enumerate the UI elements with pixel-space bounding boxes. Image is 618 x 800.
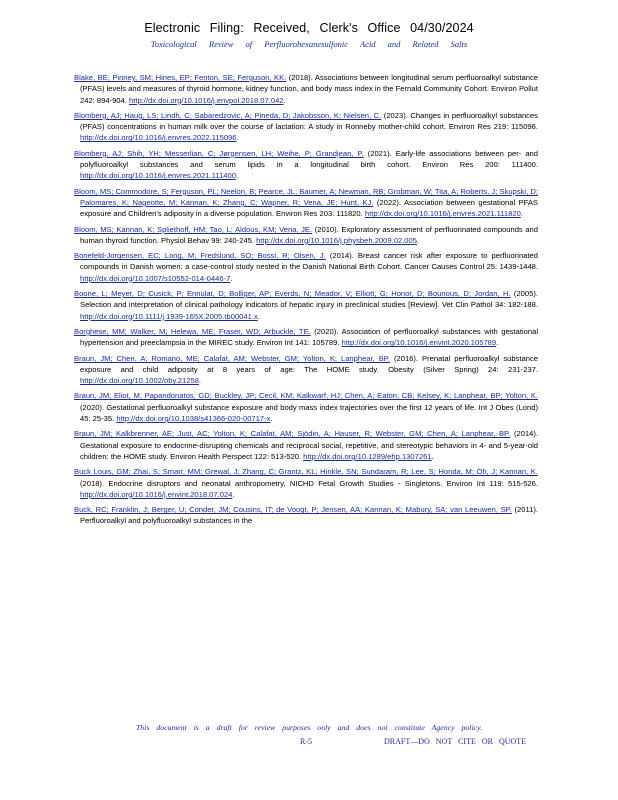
reference-doi-link[interactable]: http://dx.doi.org/10.1007/s10552-014-0446-7 [80,273,231,283]
draft-disclaimer: This document is a draft for review purposes only and does not constitute Agency policy. [135,723,483,732]
reference-authors-link[interactable]: Buck, RC; Franklin, J; Berger, U; Conder, JM; Cousins, IT; de Voogt, P; Jensen, AA; Kannan, K; Mabury, SA; van Leeuwen, SP. [74,505,512,515]
reference-authors-link[interactable]: Boone, L; Meyer, D; Cusick, P; Ennulat, D; Bolliger, AP; Everds, N; Meador, V; Elliott, G; Honor, D; Bounous, D; Jordan, H. [74,289,511,299]
reference-entry: Braun, JM; Chen, A; Romano, ME; Calafat, AM; Webster, GM; Yolton, K; Lanphear, BP. (2016). Prenatal perfluoroalkyl substance exposure and child adiposity at 8 years of age: The HOME study. Obesity (Silver Spring) 24: 231-237. http://dx.doi.org/10.1002/oby.21258. [74,353,538,386]
reference-citation: (2023). Changes in perfluoroalkyl substances (PFAS) concentrations in human milk over the course of lactation: A study in Ronneby mother-child cohort. Environ Res 219: 115096. [80,110,538,132]
reference-authors-link[interactable]: Blake, BE; Pinney, SM; Hines, EP; Fenton, SE; Ferguson, KK. [74,73,287,82]
reference-citation: (2018). Endocrine disruptors and neonatal anthropometry, NICHD Fetal Growth Studies - Singletons. Environ Int 119: 515-526. [80,478,538,488]
reference-authors-link[interactable]: Bloom, MS; Commodore, S; Ferguson, PL; Neelon, B; Pearce, JL; Baumer, A; Newman, RB; Grobman, W; Tita, A; Roberts, J; Skupski, D; Palomares, K; Nageotte, M; Kannan, K; Zhang, C; Wapner, R; Vena, JE; Hunt, KJ. [74,186,538,207]
reference-citation: (2005). Selection and interpretation of clinical pathology indicators of hepatic injury in preclinical studies [Review]. Vet Clin Pathol 34: 182-188. [80,289,538,310]
reference-entry: Bonefeld-Jorgensen, EC; Long, M; Fredslund, SO; Bossi, R; Olsen, J. (2014). Breast cancer risk after exposure to perfluorinated compounds in Danish women: a case-control study nested in the Danish National Birth Cohort. Cancer Causes Control 25: 1439-1448. http://dx.doi.org/10.1007/s10552-014-0446-7. [74,251,538,283]
filing-stamp: Electronic Filing: Received, Clerk's Office 04/30/2024 [144,21,474,35]
reference-entry: Blake, BE; Pinney, SM; Hines, EP; Fenton, SE; Ferguson, KK. (2018). Associations between longitudinal serum perfluoroalkyl substance (PFAS) levels and measures of thyroid hormone, kidney function, and body mass index in the Fernald Community Cohort. Environ Pollut 242: 894-904. http://dx.doi.org/10.1016/j.envpol.2018.07.042. [74,73,538,105]
reference-doi-link[interactable]: http://dx.doi.org/10.1016/j.envres.2021.111400 [80,171,236,181]
reference-entry: Boone, L; Meyer, D; Cusick, P; Ennulat, D; Bolliger, AP; Everds, N; Meador, V; Elliott, G; Honor, D; Bounous, D; Jordan, H. (2005). Selection and interpretation of clinical pathology indicators of hepatic injury in preclinical studies [Review]. Vet Clin Pathol 34: 182-188. http://dx.doi.org/10.1111/j.1939-165X.2005.tb00041.x. [74,289,538,321]
reference-entry: Buck Louis, GM; Zhai, S; Smarr, MM; Grewal, J; Zhang, C; Grantz, KL; Hinkle, SN; Sundaram, R; Lee, S; Honda, M; Oh, J; Kannan, K. (2018). Endocrine disruptors and neonatal anthropometry, NICHD Fetal Growth Studies - Singletons. Environ Int 119: 515-526. http://dx.doi.org/10.1016/j.envint.2018.07.024. [74,467,538,499]
reference-entry: Bloom, MS; Commodore, S; Ferguson, PL; Neelon, B; Pearce, JL; Baumer, A; Newman, RB; Grobman, W; Tita, A; Roberts, J; Skupski, D; Palomares, K; Nageotte, M; Kannan, K; Zhang, C; Wapner, R; Vena, JE; Hunt, KJ. (2022). Association between gestational PFAS exposure and Children's adiposity in a diverse population. Environ Res 203: 111820. http://dx.doi.org/10.1016/j.envres.2021.111820. [74,186,538,219]
reference-doi-link[interactable]: http://dx.doi.org/10.1016/j.physbeh.2009.02.005 [256,235,417,245]
draft-notice: DRAFT—DO NOT CITE OR QUOTE [384,737,527,746]
reference-entry [74,504,538,527]
reference-citation: (2020). Gestational perfluoroalkyl substance exposure and body mass index trajectories over the first 12 years of life. Int J Obes (Lond) 45: 25-35. [80,402,538,424]
reference-authors-link[interactable]: Bloom, MS; Kannan, K; Spliethoff, HM; Tao, L; Aldous, KM; Vena, JE. [74,224,313,234]
page-number: R-5 [300,737,312,746]
reference-entry: Braun, JM; Eliot, M; Papandonatos, GD; Buckley, JP; Cecil, KM; Kalkwarf, HJ; Chen, A; Eaton, CB; Kelsey, K; Lanphear, BP; Yolton, K. (2020). Gestational perfluoroalkyl substance exposure and body mass index trajectories over the first 12 years of life. Int J Obes (Lond) 45: 25-35. http://dx.doi.org/10.1038/s41366-020-00717-x. [74,391,538,424]
reference-authors-link[interactable]: Buck Louis, GM; Zhai, S; Smarr, MM; Grewal, J; Zhang, C; Grantz, KL; Hinkle, SN; Sundaram, R; Lee, S; Honda, M; Oh, J; Kannan, K. [74,467,538,477]
reference-doi-link[interactable]: http://dx.doi.org/10.1002/oby.21258 [80,376,199,386]
document-title: Toxicological Review of Perfluorohexanesulfonic Acid and Related Salts [150,39,468,49]
reference-citation: (2020). Association of perfluoroalkyl substances with gestational hypertension and preeclampsia in the MIREC study. Environ Int 141: 105789. [80,326,539,348]
reference-entry: Blomberg, AJ; Haug, LS; Lindh, C; Sabaredzovic, A; Pineda, D; Jakobsson, K; Nielsen, C. (2023). Changes in perfluoroalkyl substances (PFAS) concentrations in human milk over the course of lactation: A study in Ronneby mother-child cohort. Environ Res 219: 115096. http://dx.doi.org/10.1016/j.envres.2022.115096. [74,110,538,143]
reference-authors-link[interactable]: Blomberg, AJ; Haug, LS; Lindh, C; Sabaredzovic, A; Pineda, D; Jakobsson, K; Nielsen, C. [74,110,382,120]
reference-doi-link[interactable]: http://dx.doi.org/10.1289/ehp.1307261 [303,451,432,461]
reference-citation: (2011). Perfluoroalkyl and polyfluoroalkyl substances in the [80,505,538,526]
reference-entry: Borghese, MM; Walker, M; Helewa, ME; Fraser, WD; Arbuckle, TE. (2020). Association of perfluoroalkyl substances with gestational hypertension and preeclampsia in the MIREC study. Environ Int 141: 105789. http://dx.doi.org/10.1016/j.envint.2020.105789. [74,326,539,348]
reference-doi-link[interactable]: http://dx.doi.org/10.1016/j.envpol.2018.07.042 [129,95,284,105]
reference-authors-link[interactable]: Braun, JM; Chen, A; Romano, ME; Calafat, AM; Webster, GM; Yolton, K; Lanphear, BP. [74,353,390,363]
reference-authors-link[interactable]: Blomberg, AJ; Shih, YH; Messerlian, C; Jørgensen, LH; Weihe, P; Grandjean, P. [74,148,364,158]
reference-entry: Bloom, MS; Kannan, K; Spliethoff, HM; Tao, L; Aldous, KM; Vena, JE. (2010). Exploratory assessment of perfluorinated compounds and human thyroid function. Physiol Behav 99: 240-245. http://dx.doi.org/10.1016/j.physbeh.2009.02.005. [74,224,538,245]
reference-entry: Blomberg, AJ; Shih, YH; Messerlian, C; Jørgensen, LH; Weihe, P; Grandjean, P. (2021). Early-life associations between per- and polyfluoroalkyl substances and serum lipids in a longitudinal birth cohort. Environ Res 200: 111400. http://dx.doi.org/10.1016/j.envres.2021.111400. [74,148,538,181]
reference-citation: (2022). Association between gestational PFAS exposure and Children's adiposity in a diverse population. Environ Res 203: 111820. [80,197,538,219]
reference-doi-link[interactable]: http://dx.doi.org/10.1111/j.1939-165X.2005.tb00041.x [80,311,258,321]
reference-doi-link[interactable]: http://dx.doi.org/10.1016/j.envres.2022.115096 [80,133,237,143]
reference-authors-link[interactable]: Braun, JM; Eliot, M; Papandonatos, GD; Buckley, JP; Cecil, KM; Kalkwarf, HJ; Chen, A; Eaton, CB; Kelsey, K; Lanphear, BP; Yolton, K. [74,391,538,401]
reference-citation: (2010). Exploratory assessment of perfluorinated compounds and human thyroid function. Physiol Behav 99: 240-245. [80,224,538,245]
reference-citation: (2018). Associations between longitudinal serum perfluoroalkyl substance (PFAS) levels and measures of thyroid hormone, kidney function, and body mass index in the Fernald Community Cohort. Environ Pollut 242: 894-904. [80,73,538,105]
reference-doi-link[interactable]: http://dx.doi.org/10.1038/s41366-020-00717-x [116,414,271,424]
reference-authors-link[interactable]: Bonefeld-Jorgensen, EC; Long, M; Fredslund, SO; Bossi, R; Olsen, J. [74,251,326,261]
reference-doi-link[interactable]: http://dx.doi.org/10.1016/j.envint.2020.105789 [341,338,497,348]
reference-citation: (2016). Prenatal perfluoroalkyl substance exposure and child adiposity at 8 years of age: The HOME study. Obesity (Silver Spring) 24: 231-237. [80,353,538,374]
reference-doi-link[interactable]: http://dx.doi.org/10.1016/j.envres.2021.111820 [364,209,521,219]
reference-citation: (2021). Early-life associations between per- and polyfluoroalkyl substances and serum lipids in a longitudinal birth cohort. Environ Res 200: 111400. [80,148,538,170]
reference-authors-link[interactable]: Braun, JM; Kalkbrenner, AE; Just, AC; Yolton, K; Calafat, AM; Sjödin, A; Hauser, R; Webster, GM; Chen, A; Lanphear, BP. [74,429,511,439]
reference-authors-link[interactable]: Borghese, MM; Walker, M; Helewa, ME; Fraser, WD; Arbuckle, TE. [74,326,311,336]
reference-doi-link[interactable]: http://dx.doi.org/10.1016/j.envint.2018.07.024 [80,489,233,499]
reference-entry: Braun, JM; Kalkbrenner, AE; Just, AC; Yolton, K; Calafat, AM; Sjödin, A; Hauser, R; Webster, GM; Chen, A; Lanphear, BP. (2014). Gestational exposure to endocrine-disrupting chemicals and reciprocal social, repetitive, and stereotypic behaviors in 4- and 5-year-old children: the HOME study. Environ Health Perspect 122: 513-520. http://dx.doi.org/10.1289/ehp.1307261. [74,429,538,461]
reference-citation: (2014). Breast cancer risk after exposure to perfluorinated compounds in Danish women: a case-control study nested in the Danish National Birth Cohort. Cancer Causes Control 25: 1439-1448. [80,251,538,272]
reference-list [74,72,538,531]
reference-citation: (2014). Gestational exposure to endocrine-disrupting chemicals and reciprocal social, repetitive, and stereotypic behaviors in 4- and 5-year-old children: the HOME study. Environ Health Perspect 122: 513-520. [80,429,538,461]
